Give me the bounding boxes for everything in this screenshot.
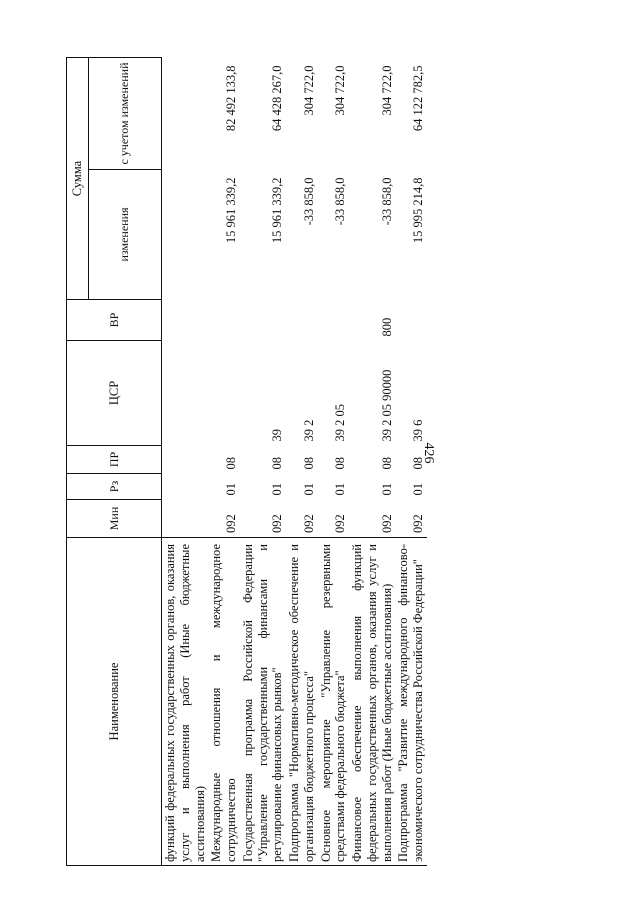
row-rz [162,474,209,500]
row-change: 15 961 339,2 [270,177,285,244]
table-row [240,58,286,866]
row-with-change: 82 492 133,8 [224,65,238,132]
table-row [208,58,240,866]
header-pr: ПР [67,446,162,474]
row-pr: 08 [270,457,285,470]
row-csr: 39 2 05 90000 [379,369,394,442]
row-vr [318,300,350,341]
table-row [162,58,209,866]
row-name: Финансовое обеспечение выполнения функций федеральных государственных органов, оказания услуг и выполнения работ (Иные бюджетные ассигнования) [349,538,395,866]
row-with-change: 304 722,0 [379,65,394,116]
header-name: Наименование [67,538,162,866]
row-min: 092 [333,514,348,533]
row-min: 092 [270,514,285,533]
row-vr [286,300,318,341]
row-name: Государственная программа Российской Федерации "Управление государственными финансами и регулирование финансовых рынков" [240,538,286,866]
row-rz: 01 [379,483,394,496]
header-min: Мин [67,500,162,538]
page-number: 426 [421,442,436,464]
row-csr [208,341,240,446]
row-csr: 39 6 [411,419,425,442]
header-csr: ЦСР [67,341,162,446]
row-min: 092 [224,514,238,533]
row-name: Основное мероприятие "Управление резервными средствами федерального бюджета" [318,538,350,866]
row-change: -33 858,0 [301,177,316,226]
row-name: Подпрограмма "Развитие международного финансово-экономического сотрудничества Российской Федерации" [395,538,427,866]
row-change [162,170,209,300]
row-csr: 39 2 05 [333,404,348,442]
row-pr: 08 [333,457,348,470]
table-header [67,58,162,866]
row-pr: 08 [301,457,316,470]
row-min: 092 [301,514,316,533]
row-pr: 08 [411,457,425,470]
row-rz: 01 [270,483,285,496]
row-min [162,500,209,538]
row-pr: 08 [224,457,238,470]
row-vr [162,300,209,341]
row-name: Международные отношения и международное сотрудничество [208,538,240,866]
row-name: Подпрограмма "Нормативно-методическое обеспечение и организация бюджетного процесса" [286,538,318,866]
row-with-change: 64 122 782,5 [411,65,425,132]
row-vr [395,300,427,341]
table-row [349,58,395,866]
row-min: 092 [411,514,425,533]
header-vr: ВР [67,300,162,341]
row-rz: 01 [301,483,316,496]
budget-table [66,57,427,866]
header-rz: Рз [67,474,162,500]
rotated-table-frame [66,58,578,866]
row-with-change: 64 428 267,0 [270,65,285,132]
row-csr [162,341,209,446]
row-name: функций федеральных государственных органов, оказания услуг и выполнения работ (Иные бюджетные ассигнования) [162,538,209,866]
row-rz: 01 [333,483,348,496]
row-vr [240,300,286,341]
row-pr: 08 [379,457,394,470]
row-with-change [162,58,209,170]
row-csr: 39 [270,429,285,442]
row-vr [208,300,240,341]
header-with-change: с учетом изменений [89,58,162,170]
row-rz: 01 [224,483,238,496]
table-row [318,58,350,866]
header-sum: Сумма [67,58,89,300]
row-pr [162,446,209,474]
row-csr: 39 2 [301,419,316,442]
row-rz: 01 [411,483,425,496]
row-change: -33 858,0 [379,177,394,226]
table-row [286,58,318,866]
table-body [162,58,427,866]
row-change: 15 995 214,8 [411,177,425,244]
row-min: 092 [379,514,394,533]
row-change: 15 961 339,2 [224,177,238,244]
row-change: -33 858,0 [333,177,348,226]
row-vr: 800 [379,317,394,337]
row-with-change: 304 722,0 [301,65,316,116]
header-change: изменения [89,170,162,300]
row-with-change: 304 722,0 [333,65,348,116]
table-row [395,58,427,866]
